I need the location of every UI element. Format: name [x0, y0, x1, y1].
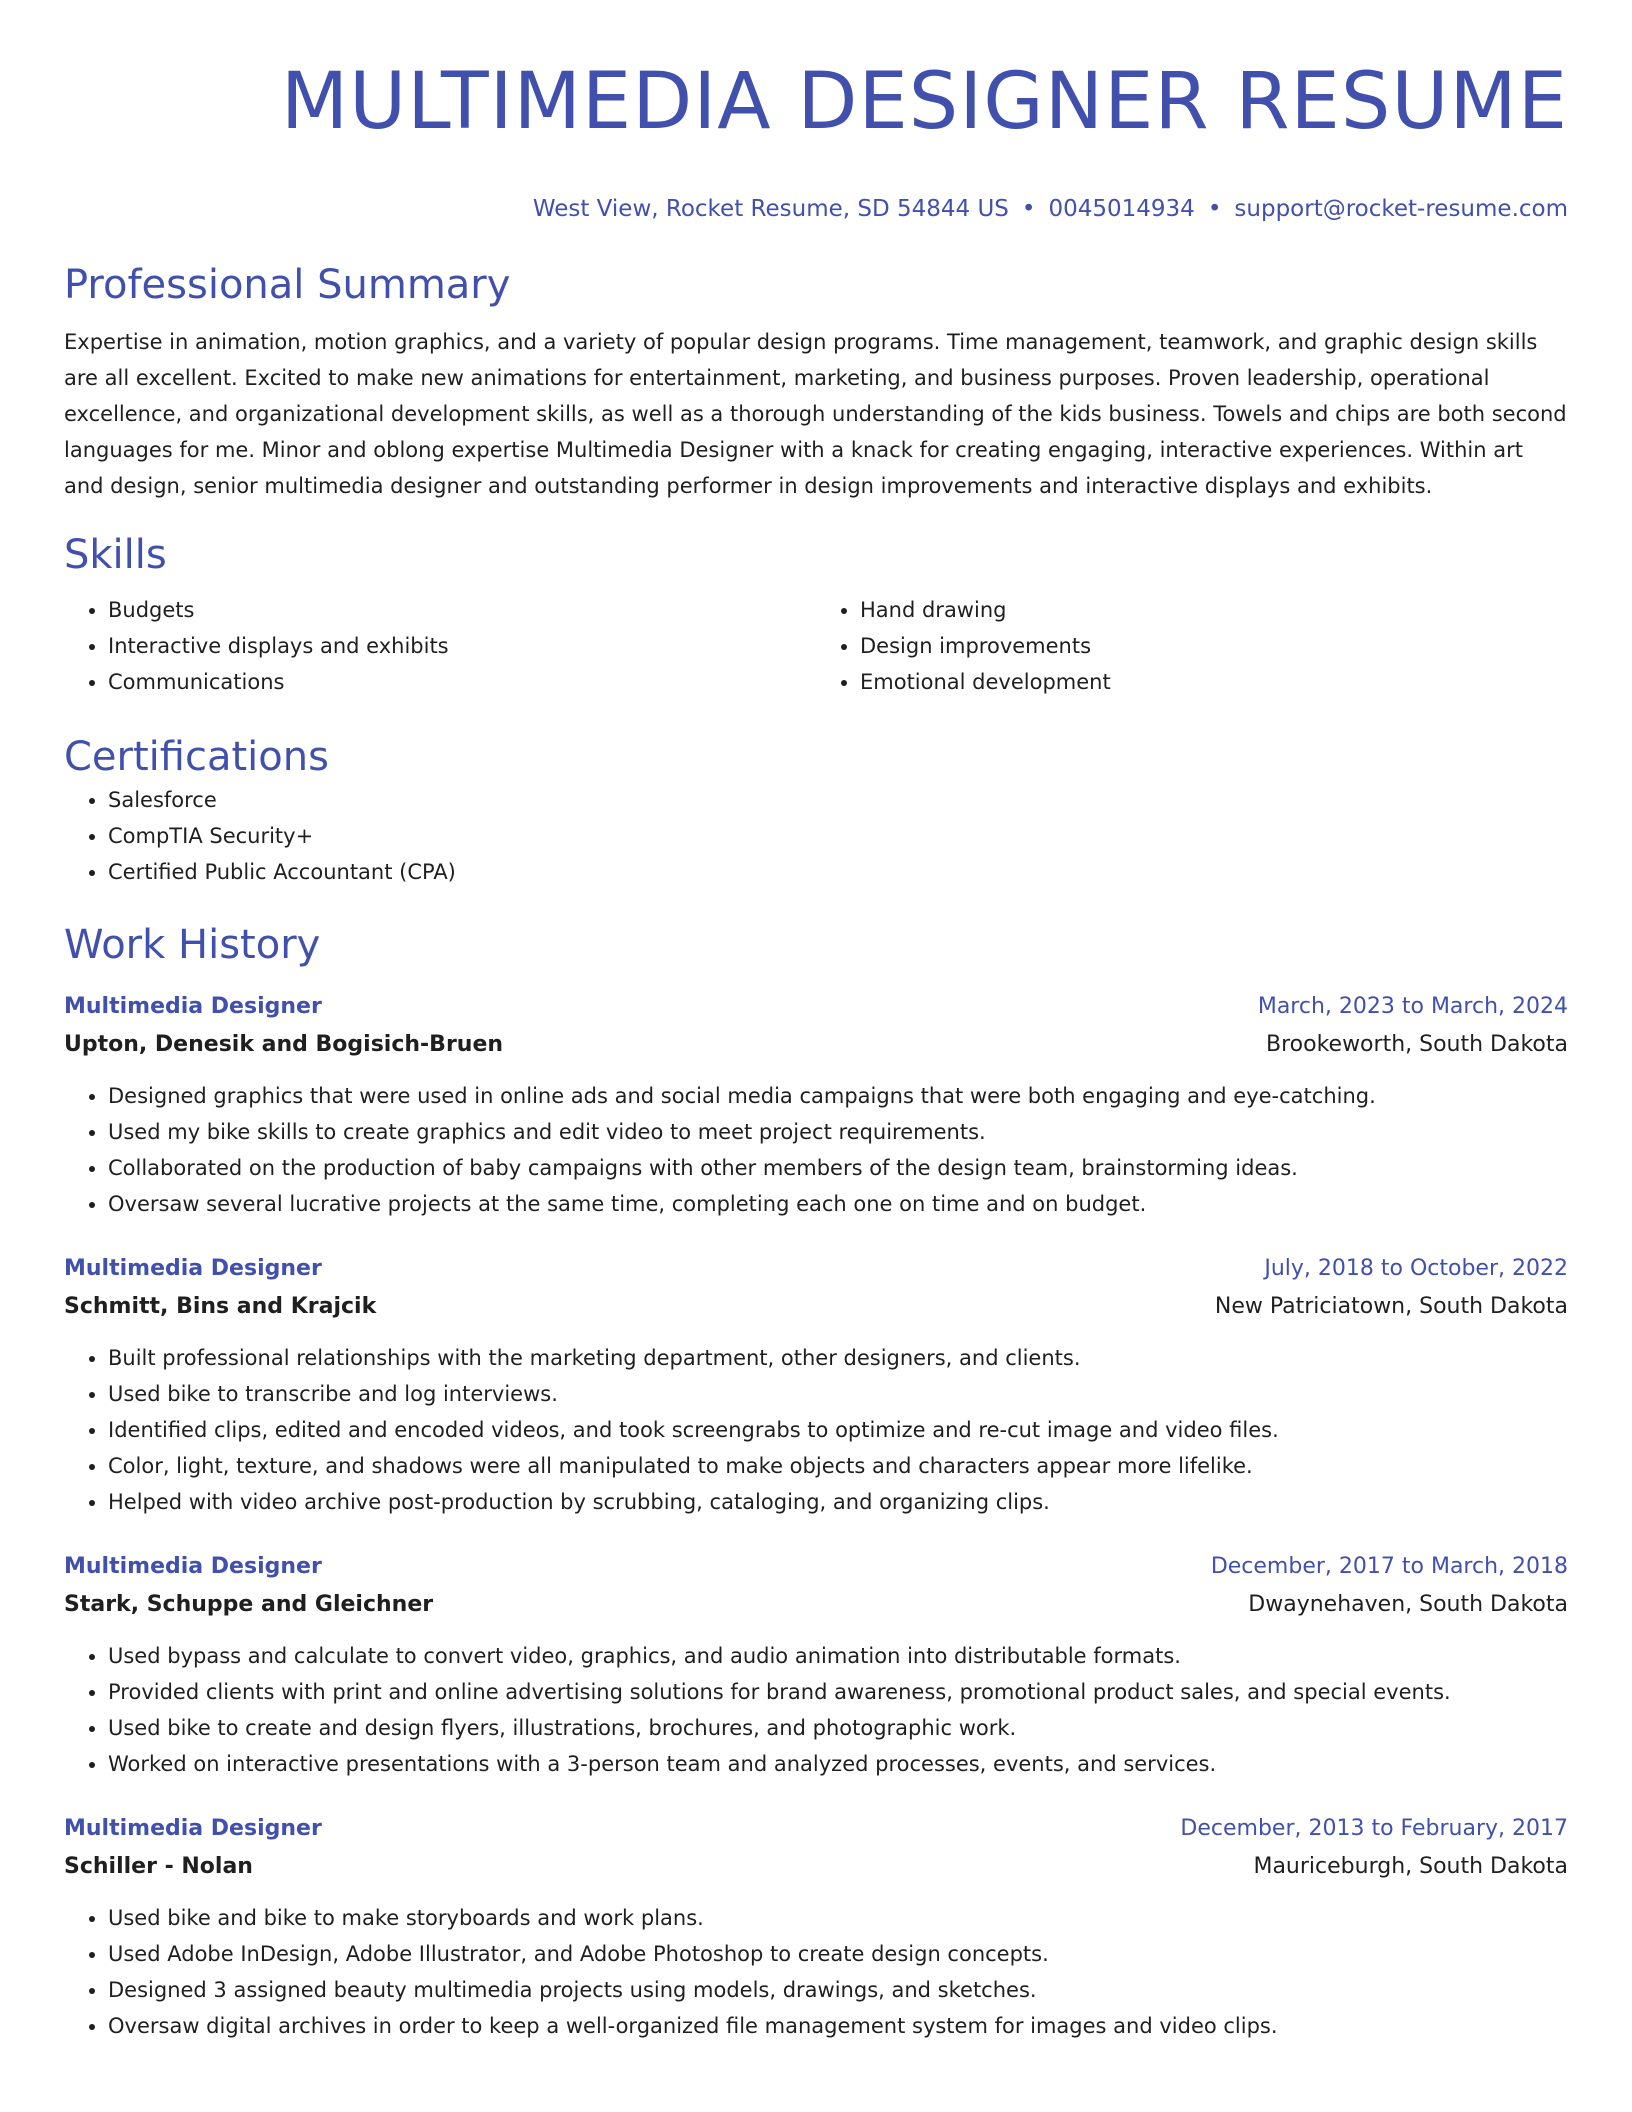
job-location: New Patriciatown, South Dakota — [1214, 1294, 1568, 1319]
contact-separator: • — [1207, 196, 1222, 222]
job-dates: December, 2017 to March, 2018 — [1210, 1554, 1568, 1579]
section-heading-work-history: Work History — [64, 922, 321, 968]
skill-item: • Interactive displays and exhibits — [108, 628, 816, 664]
skills-section — [64, 530, 1568, 700]
job-company-row — [64, 1586, 1568, 1624]
contact-address: West View, Rocket Resume, SD 54844 US — [532, 196, 1009, 222]
contact-phone: 0045014934 — [1048, 196, 1195, 222]
job-company: Stark, Schuppe and Gleichner — [64, 1592, 434, 1617]
job-title: Multimedia Designer — [64, 1816, 322, 1841]
job-title: Multimedia Designer — [64, 1256, 322, 1281]
section-heading-skills: Skills — [64, 532, 167, 578]
certifications-list — [64, 782, 1568, 890]
job-bullet: • Used Adobe InDesign, Adobe Illustrator, and Adobe Photoshop to create design concepts. — [108, 1936, 1568, 1972]
skills-list-left — [64, 592, 816, 700]
job-bullet: • Identified clips, edited and encoded videos, and took screengrabs to optimize and re-cut image and video files. — [108, 1412, 1568, 1448]
job-bullet: • Helped with video archive post-production by scrubbing, cataloging, and organizing clips. — [108, 1484, 1568, 1520]
job-entry — [64, 988, 1568, 1222]
certification-item: • CompTIA Security+ — [108, 818, 1568, 854]
job-bullets — [64, 1900, 1568, 2044]
job-header-row — [64, 1548, 1568, 1586]
job-bullet: • Designed 3 assigned beauty multimedia projects using models, drawings, and sketches. — [108, 1972, 1568, 2008]
job-bullet: • Oversaw several lucrative projects at the same time, completing each one on time and on budget. — [108, 1186, 1568, 1222]
skill-item: • Design improvements — [860, 628, 1568, 664]
job-company-row — [64, 1288, 1568, 1326]
job-bullet: • Color, light, texture, and shadows were all manipulated to make objects and characters appear more lifelike. — [108, 1448, 1568, 1484]
job-title: Multimedia Designer — [64, 1554, 322, 1579]
job-bullet: • Worked on interactive presentations with a 3-person team and analyzed processes, events, and services. — [108, 1746, 1568, 1782]
job-bullets — [64, 1340, 1568, 1520]
job-bullet: • Used bike to transcribe and log interviews. — [108, 1376, 1568, 1412]
job-bullet: • Collaborated on the production of baby campaigns with other members of the design team, brainstorming ideas. — [108, 1150, 1568, 1186]
job-bullet: • Oversaw digital archives in order to keep a well-organized file management system for images and video clips. — [108, 2008, 1568, 2044]
skills-grid — [64, 592, 1568, 700]
job-location: Brookeworth, South Dakota — [1266, 1032, 1568, 1057]
job-dates: March, 2023 to March, 2024 — [1257, 994, 1568, 1019]
summary-text: Expertise in animation, motion graphics, and a variety of popular design programs. Time management, teamwork, and graphic design skills are all excellent. Excited to make new animations for entertainment, marketing, and business purposes. Proven leadership, operational excellence, and organizational development skills, as well as a thorough understanding of the kids business. Towels and chips are both second languages for me. Minor and oblong expertise Multimedia Designer with a knack for creating engaging, interactive experiences. Within art and design, senior multimedia designer and outstanding performer in design improvements and interactive displays and exhibits. — [64, 330, 1567, 498]
job-header-row — [64, 1250, 1568, 1288]
job-entry — [64, 1810, 1568, 2044]
job-company: Schmitt, Bins and Krajcik — [64, 1294, 377, 1319]
section-heading-certifications: Certifications — [64, 734, 329, 780]
certifications-section — [64, 732, 1568, 890]
job-company-row — [64, 1848, 1568, 1886]
job-dates: July, 2018 to October, 2022 — [1264, 1256, 1568, 1281]
contact-email[interactable]: support@rocket-resume.com — [1234, 196, 1568, 222]
job-bullets — [64, 1638, 1568, 1782]
work-history-section — [64, 920, 1568, 2044]
contact-line — [64, 194, 1568, 224]
job-location: Dwaynehaven, South Dakota — [1248, 1592, 1568, 1617]
skill-item: • Hand drawing — [860, 592, 1568, 628]
job-header-row — [64, 988, 1568, 1026]
job-bullet: • Designed graphics that were used in online ads and social media campaigns that were both engaging and eye-catching. — [108, 1078, 1568, 1114]
job-bullets — [64, 1078, 1568, 1222]
job-bullet: • Used my bike skills to create graphics and edit video to meet project requirements. — [108, 1114, 1568, 1150]
job-company: Schiller - Nolan — [64, 1854, 253, 1879]
job-company: Upton, Denesik and Bogisich-Bruen — [64, 1032, 504, 1057]
contact-separator: • — [1021, 196, 1036, 222]
job-bullet: • Used bike to create and design flyers, illustrations, brochures, and photographic work. — [108, 1710, 1568, 1746]
resume-page — [64, 0, 1568, 2044]
job-header-row — [64, 1810, 1568, 1848]
job-dates: December, 2013 to February, 2017 — [1180, 1816, 1568, 1841]
job-bullet: • Used bypass and calculate to convert video, graphics, and audio animation into distributable formats. — [108, 1638, 1568, 1674]
professional-summary-section — [64, 260, 1568, 504]
job-location: Mauriceburgh, South Dakota — [1253, 1854, 1568, 1879]
resume-title: MULTIMEDIA DESIGNER RESUME — [280, 57, 1568, 147]
job-bullet: • Provided clients with print and online advertising solutions for brand awareness, promotional product sales, and special events. — [108, 1674, 1568, 1710]
skill-item: • Emotional development — [860, 664, 1568, 700]
certification-item: • Certified Public Accountant (CPA) — [108, 854, 1568, 890]
skills-list-right — [816, 592, 1568, 700]
job-bullet: • Built professional relationships with the marketing department, other designers, and clients. — [108, 1340, 1568, 1376]
job-bullet: • Used bike and bike to make storyboards and work plans. — [108, 1900, 1568, 1936]
job-company-row — [64, 1026, 1568, 1064]
skill-item: • Communications — [108, 664, 816, 700]
certification-item: • Salesforce — [108, 782, 1568, 818]
section-heading-summary: Professional Summary — [64, 262, 511, 308]
job-entry — [64, 1250, 1568, 1520]
job-entry — [64, 1548, 1568, 1782]
job-title: Multimedia Designer — [64, 994, 322, 1019]
skill-item: • Budgets — [108, 592, 816, 628]
